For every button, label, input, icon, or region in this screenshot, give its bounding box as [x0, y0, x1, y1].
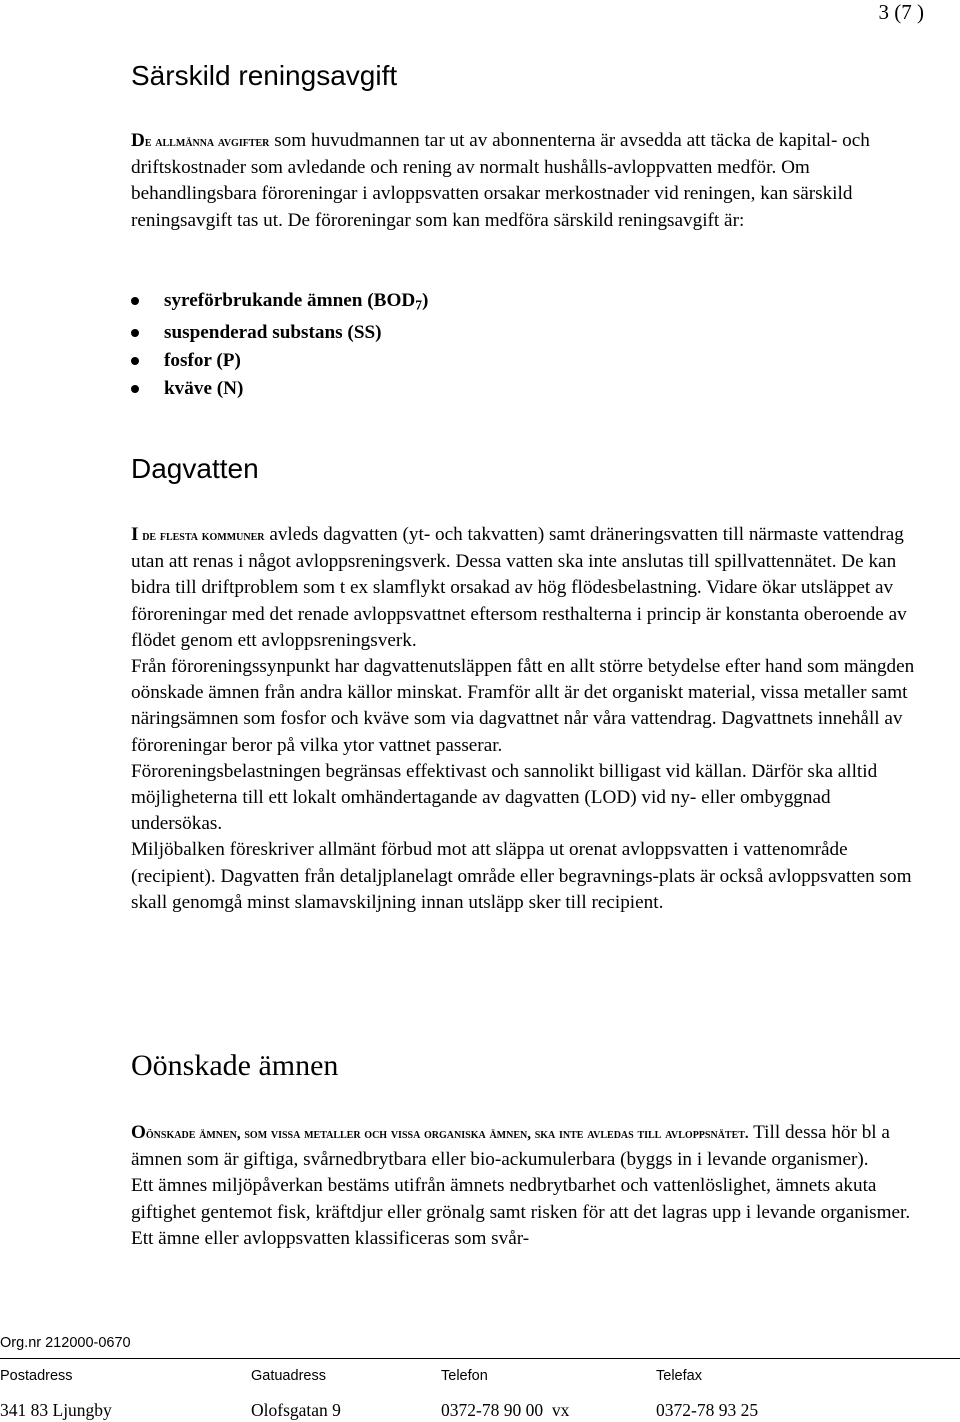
footer-label-telefon: Telefon: [441, 1368, 488, 1384]
footer-label-postadress: Postadress: [0, 1368, 73, 1384]
lead-small-caps: De allmänna avgifter: [131, 130, 270, 151]
page-number: 3 (7 ): [878, 0, 924, 24]
lead-small-caps: Oönskade ämnen, som vissa metaller och vissa organiska ämnen, ska inte avledas till avloppsnätet.: [131, 1122, 749, 1143]
pollutant-list: [131, 287, 428, 403]
dagvatten-intro: I de flesta kommuner avleds dagvatten (yt- och takvatten) samt dräneringsvatten till närmaste vattendrag utan att renas i något avloppsreningsverk. Dessa vatten ska inte anslutas till spillvattennätet. De kan bidra till driftproblem som t ex slamflykt orsakad av hög flödesbelastning. Vidare ökar utsläppet av föroreningar med det renade avloppsvattnet eftersom resthalterna i princip är konstanta oberoende av flödet genom ett avloppsreningsverk.: [131, 524, 907, 651]
org-number: Org.nr 212000-0670: [0, 1335, 131, 1351]
section-title-oonskade: Oönskade ämnen: [131, 1049, 339, 1082]
dagvatten-paragraph: Föroreningsbelastningen begränsas effektivast och sannolikt billigast vid källan. Därför ska alltid möjligheterna till ett lokalt omhändertagande av dagvatten (LOD) vid ny- eller ombyggnad undersökas.: [131, 760, 878, 835]
dagvatten-paragraph: Från föroreningssynpunkt har dagvattenutsläppen fått en allt större betydelse efter hand som mängden oönskade ämnen från andra källor minskat. Framför allt är det organiskt material, vissa metaller samt näringsämnen som fosfor och kväve som via dagvattnet når våra vattendrag. Dagvattnets innehåll av föroreningar beror på vilka ytor vattnet passerar.: [131, 656, 915, 756]
footer-label-telefax: Telefax: [656, 1368, 702, 1384]
reningsavgift-intro: De allmänna avgifter som huvudmannen tar ut av abonnenterna är avsedda att täcka de kapital- och driftskostnader som avledande och rening av normalt hushålls-avloppvatten medför. Om behandlingsbara föroreningar i avloppsvatten orsakar merkostnader vid reningen, kan särskild reningsavgift tas ut. De föroreningar som kan medföra särskild reningsavgift är:: [131, 130, 870, 231]
footer-value-postadress: 341 83 Ljungby: [0, 1400, 112, 1420]
oonskade-text: [131, 1120, 916, 1252]
lead-small-caps: I de flesta kommuner: [131, 524, 265, 545]
footer-value-telefon: 0372-78 90 00 vx: [441, 1400, 570, 1420]
list-item: fosfor (P): [131, 347, 428, 375]
list-item: syreförbrukande ämnen $(BOD_7)$: [131, 287, 428, 319]
section-title-reningsavgift: Särskild reningsavgift: [131, 60, 398, 91]
list-item: suspenderad substans (SS): [131, 319, 428, 347]
footer-divider: [0, 1358, 960, 1359]
oonskade-intro: Oönskade ämnen, som vissa metaller och vissa organiska ämnen, ska inte avledas till avloppsnätet. Till dessa hör bl a ämnen som är giftiga, svårnedbrytbara eller bio-ackumulerbara (byggs in i levande organismer).: [131, 1122, 890, 1171]
footer-value-gatuadress: Olofsgatan 9: [251, 1400, 341, 1420]
dagvatten-text: [131, 522, 916, 916]
oonskade-paragraph: Ett ämnes miljöpåverkan bestäms utifrån ämnets nedbrytbarhet och vattenlöslighet, ämnets akuta giftighet gentemot fisk, kräftdjur eller grönalg samt risken för att det lagras upp i levande organismer. Ett ämne eller avloppsvatten klassificeras som svår-: [131, 1175, 911, 1249]
footer-value-telefax: 0372-78 93 25: [656, 1400, 759, 1420]
dagvatten-paragraph: Miljöbalken föreskriver allmänt förbud mot att släppa ut orenat avloppsvatten i vattenområde (recipient). Dagvatten från detaljplanelagt område eller begravnings-plats är också avloppsvatten som skall genomgå minst slamavskiljning innan utsläpp sker till recipient.: [131, 839, 912, 913]
list-item: kväve (N): [131, 375, 428, 403]
footer-label-gatuadress: Gatuadress: [251, 1368, 326, 1384]
section-title-dagvatten: Dagvatten: [131, 453, 259, 484]
